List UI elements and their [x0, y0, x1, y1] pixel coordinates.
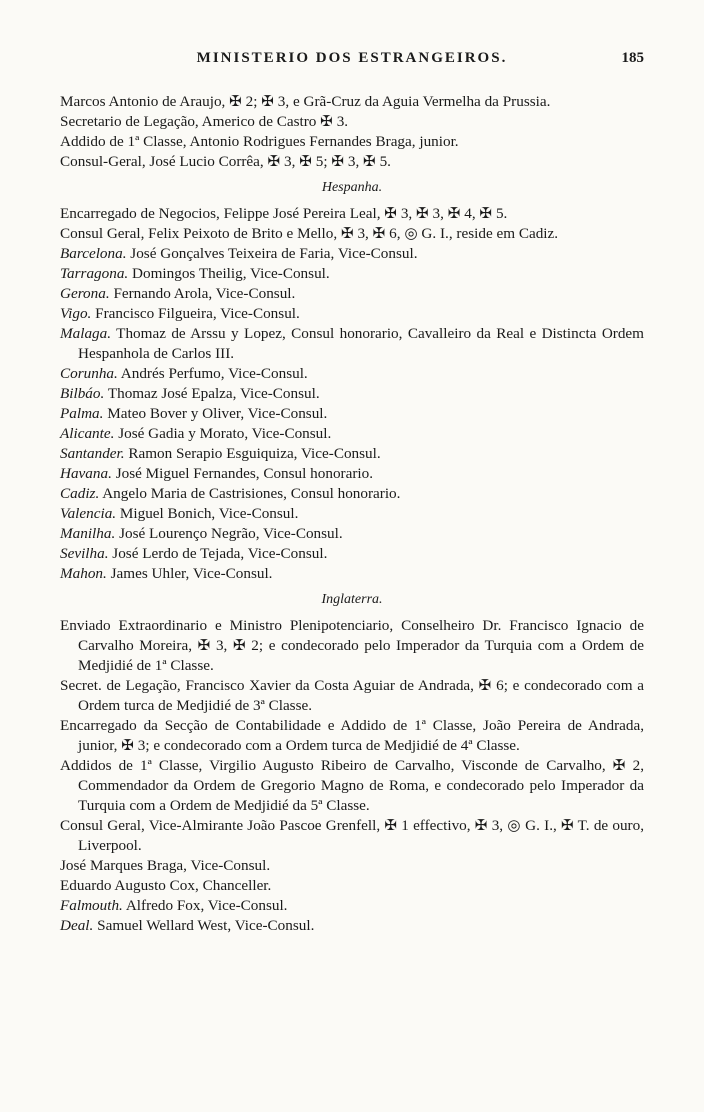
entry-text: Addido de 1ª Classe, Antonio Rodrigues Fernandes Braga, junior.: [60, 133, 459, 150]
entry-text: James Uhler, Vice-Consul.: [110, 565, 273, 582]
entry: [60, 676, 644, 716]
entry: [60, 876, 644, 896]
entry: [60, 504, 644, 524]
entry: [60, 152, 644, 172]
entry: [60, 444, 644, 464]
entry: [60, 304, 644, 324]
entry: [60, 384, 644, 404]
entry-place: Valencia.: [60, 505, 117, 522]
running-head: MINISTERIO DOS ESTRANGEIROS.: [196, 50, 508, 66]
entry-text: Francisco Filgueira, Vice-Consul.: [95, 305, 300, 322]
entry-place: Havana.: [60, 465, 112, 482]
entry: [60, 464, 644, 484]
entry-place: Malaga.: [60, 325, 112, 342]
entry-place: Palma.: [60, 405, 104, 422]
entry: [60, 264, 644, 284]
entry-text: José Miguel Fernandes, Consul honorario.: [115, 465, 373, 482]
entry-text: Andrés Perfumo, Vice-Consul.: [120, 365, 308, 382]
entry-place: Gerona.: [60, 285, 110, 302]
entry: [60, 364, 644, 384]
entry-text: José Gadia y Morato, Vice-Consul.: [118, 425, 332, 442]
entry-text: Enviado Extraordinario e Ministro Plenipotenciario, Conselheiro Dr. Francisco Ignacio de Carvalho Moreira, ✠ 3, ✠ 2; e condecorado pelo Imperador da Turquia com a Ordem de Medjidié de 1ª Classe.: [60, 617, 644, 674]
entry-place: Barcelona.: [60, 245, 127, 262]
entry-place: Santander.: [60, 445, 125, 462]
entry-text: Consul Geral, Vice-Almirante João Pascoe Grenfell, ✠ 1 effectivo, ✠ 3, ◎ G. I., ✠ T. de ouro, Liverpool.: [60, 817, 644, 854]
entry-text: Secretario de Legação, Americo de Castro ✠ 3.: [60, 113, 349, 130]
entry-text: Secret. de Legação, Francisco Xavier da Costa Aguiar de Andrada, ✠ 6; e condecorado com a Ordem turca de Medjidié de 3ª Classe.: [60, 677, 644, 714]
entry-text: Encarregado da Secção de Contabilidade e Addido de 1ª Classe, João Pereira de Andrada, junior, ✠ 3; e condecorado com a Ordem turca de Medjidié de 4ª Classe.: [60, 717, 644, 754]
entry-text: Fernando Arola, Vice-Consul.: [113, 285, 296, 302]
entry: [60, 204, 644, 224]
entry-place: Alicante.: [60, 425, 115, 442]
entry: [60, 916, 644, 936]
entry-text: Angelo Maria de Castrisiones, Consul honorario.: [102, 485, 401, 502]
entry: [60, 716, 644, 756]
entry-place: Corunha.: [60, 365, 118, 382]
entry: [60, 224, 644, 244]
entry: [60, 524, 644, 544]
entry: [60, 132, 644, 152]
entry: [60, 244, 644, 264]
entry: [60, 896, 644, 916]
section-heading: Inglaterra.: [321, 592, 383, 607]
entry-text: Marcos Antonio de Araujo, ✠ 2; ✠ 3, e Grã-Cruz da Aguia Vermelha da Prussia.: [60, 93, 551, 110]
section-heading: Hespanha.: [321, 180, 383, 195]
entry-place: Tarragona.: [60, 265, 129, 282]
entry-place: Manilha.: [60, 525, 116, 542]
entry-text: Miguel Bonich, Vice-Consul.: [119, 505, 299, 522]
entry-text: José Marques Braga, Vice-Consul.: [60, 857, 271, 874]
entry-place: Sevilha.: [60, 545, 109, 562]
entry-place: Falmouth.: [60, 897, 123, 914]
entry-text: Eduardo Augusto Cox, Chanceller.: [60, 877, 272, 894]
entry-text: Ramon Serapio Esguiquiza, Vice-Consul.: [128, 445, 381, 462]
entry: [60, 92, 644, 112]
entry-text: Consul-Geral, José Lucio Corrêa, ✠ 3, ✠ 5; ✠ 3, ✠ 5.: [60, 153, 391, 170]
entry: [60, 564, 644, 584]
entry-place: Cadiz.: [60, 485, 100, 502]
entry-text: Alfredo Fox, Vice-Consul.: [125, 897, 288, 914]
entry: [60, 284, 644, 304]
entry-text: José Lerdo de Tejada, Vice-Consul.: [112, 545, 328, 562]
entry-text: Thomaz de Arssu y Lopez, Consul honorario, Cavalleiro da Real e Distincta Ordem Hespanhola de Carlos III.: [78, 325, 644, 362]
entry-text: José Lourenço Negrão, Vice-Consul.: [119, 525, 343, 542]
section: [60, 92, 644, 172]
entry: [60, 856, 644, 876]
entry: [60, 404, 644, 424]
page-number: 185: [621, 50, 644, 66]
entry-text: Addidos de 1ª Classe, Virgilio Augusto Ribeiro de Carvalho, Visconde de Carvalho, ✠ 2, Commendador da Ordem de Gregorio Magno de Roma, e condecorado pelo Imperador da Turquia com a Ordem de Medjidié da 5ª Classe.: [60, 757, 644, 814]
entry-place: Mahon.: [60, 565, 107, 582]
entry: [60, 544, 644, 564]
page-header: [60, 50, 644, 90]
entry-place: Vigo.: [60, 305, 92, 322]
entry: [60, 424, 644, 444]
entry: [60, 816, 644, 856]
entry-text: José Gonçalves Teixeira de Faria, Vice-Consul.: [130, 245, 418, 262]
entry-text: Domingos Theilig, Vice-Consul.: [132, 265, 330, 282]
section: [60, 178, 644, 584]
entry: [60, 324, 644, 364]
entry-text: Encarregado de Negocios, Felippe José Pereira Leal, ✠ 3, ✠ 3, ✠ 4, ✠ 5.: [60, 205, 508, 222]
entry-text: Thomaz José Epalza, Vice-Consul.: [107, 385, 320, 402]
entry-text: Consul Geral, Felix Peixoto de Brito e Mello, ✠ 3, ✠ 6, ◎ G. I., reside em Cadiz.: [60, 225, 559, 242]
entry-text: Mateo Bover y Oliver, Vice-Consul.: [107, 405, 328, 422]
entry: [60, 616, 644, 676]
entry: [60, 756, 644, 816]
entry: [60, 484, 644, 504]
entry-place: Bilbáo.: [60, 385, 105, 402]
section: [60, 590, 644, 936]
entry-text: Samuel Wellard West, Vice-Consul.: [97, 917, 315, 934]
document-body: [60, 86, 644, 936]
entry-place: Deal.: [60, 917, 94, 934]
entry: [60, 112, 644, 132]
